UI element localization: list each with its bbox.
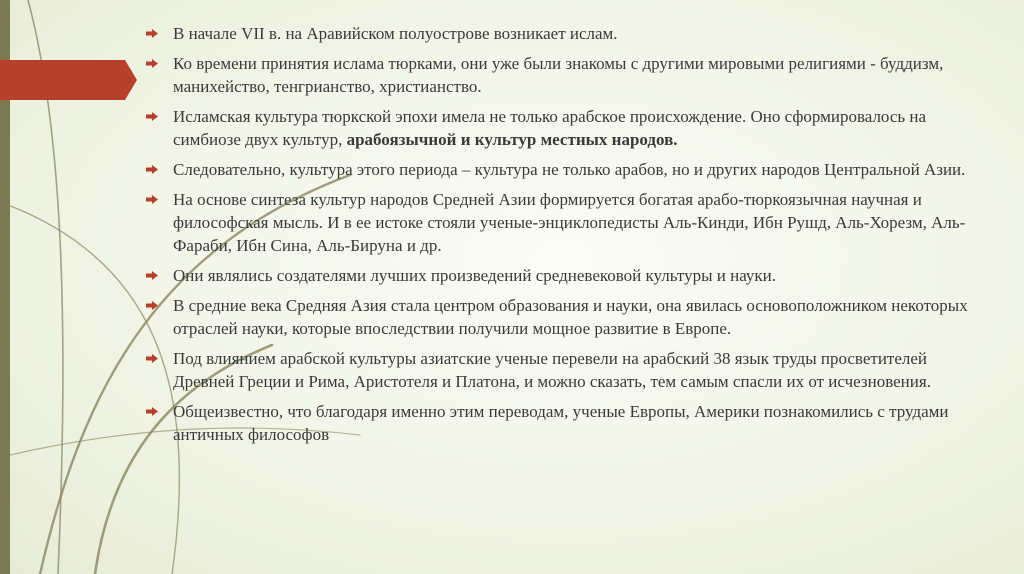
arrow-right-icon — [146, 29, 158, 38]
bullet-text: В средние века Средняя Азия стала центром образования и науки, она явилась основоположником некоторых отраслей науки, которые впоследствии получили мощное развитие в Европе. — [173, 296, 968, 338]
arrow-right-icon — [146, 301, 158, 310]
arrow-right-icon — [146, 112, 158, 121]
list-item — [146, 400, 992, 446]
list-item — [146, 158, 992, 181]
bullet-text: Исламская культура тюркской эпохи имела не только арабское происхождение. Оно сформировалось на симбиозе двух культур, — [173, 107, 927, 149]
list-item — [146, 188, 992, 257]
bullet-bold-text: арабоязычной и культур местных народов. — [346, 130, 678, 149]
list-item — [146, 52, 992, 98]
bullet-text: Общеизвестно, что благодаря именно этим переводам, ученые Европы, Америки познакомились с трудами античных философов — [173, 402, 949, 444]
bullet-text: Они являлись создателями лучших произведений средневековой культуры и науки. — [173, 266, 776, 285]
arrow-right-icon — [146, 59, 158, 68]
list-item — [146, 105, 992, 151]
list-item — [146, 294, 992, 340]
list-item — [146, 264, 992, 287]
arrow-right-icon — [146, 165, 158, 174]
arrow-right-icon — [146, 271, 158, 280]
red-title-tab — [0, 60, 125, 100]
bullet-text: На основе синтеза культур народов Средней Азии формируется богатая арабо-тюркоязычная научная и философская мысль. И в ее истоке стояли ученые-энциклопедисты Аль-Кинди, Ибн Рушд, Аль-Хорезм, Аль-Фараби, Ибн Сина, Аль-Бируна и др. — [173, 190, 966, 255]
bullet-text: В начале VII в. на Аравийском полуострове возникает ислам. — [173, 24, 618, 43]
red-title-tab-tip — [125, 60, 137, 100]
arrow-right-icon — [146, 354, 158, 363]
list-item — [146, 22, 992, 45]
bullet-text: Следовательно, культура этого периода – культура не только арабов, но и других народов Центральной Азии. — [173, 160, 966, 179]
bullet-list — [146, 22, 992, 446]
slide-content — [146, 22, 992, 453]
bullet-text: Ко времени принятия ислама тюрками, они уже были знакомы с другими мировыми религиями - буддизм, манихейство, тенгрианство, христианство. — [173, 54, 944, 96]
list-item — [146, 347, 992, 393]
arrow-right-icon — [146, 407, 158, 416]
arrow-right-icon — [146, 195, 158, 204]
bullet-text: Под влиянием арабской культуры азиатские ученые перевели на арабский 38 язык труды просветителей Древней Греции и Рима, Аристотеля и Платона, и можно сказать, тем самым спасли их от исчезновения. — [173, 349, 931, 391]
